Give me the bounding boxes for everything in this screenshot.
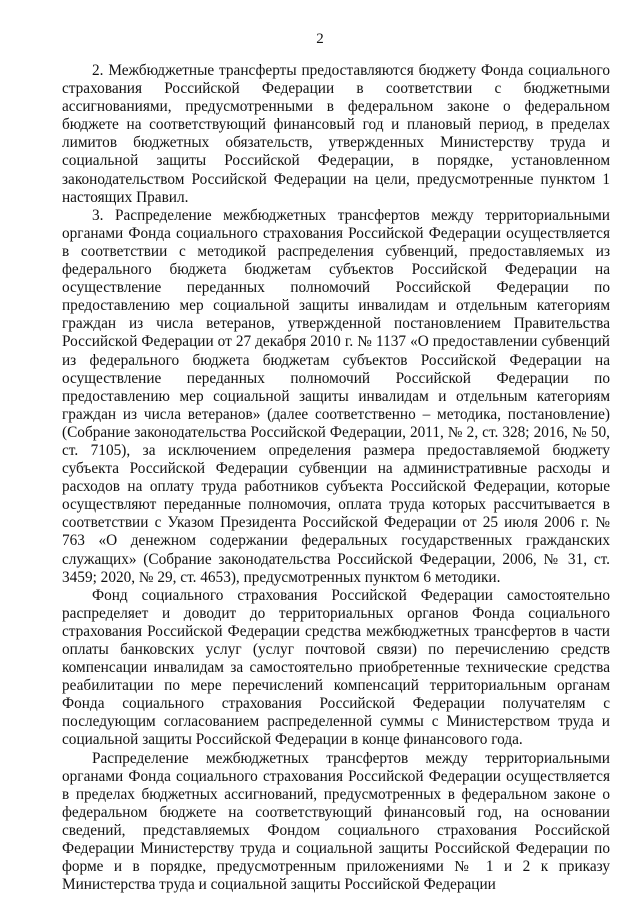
paragraph-2: 2. Межбюджетные трансферты предоставляются бюджету Фонда социального страхования Российской Федерации в соответствии с бюджетными ассигнованиями, предусмотренными в федеральном законе о федеральном бюджете на соответствующий финансовый год и плановый период, в пределах лимитов бюджетных обязательств, утвержденных Министерству труда и социальной защиты Российской Федерации, в порядке, установленном законодательством Российской Федерации на цели, предусмотренные пунктом 1 настоящих Правил. bbox=[62, 62, 610, 206]
paragraph-fss-distribution: Фонд социального страхования Российской Федерации самостоятельно распределяет и доводит до территориальных органов Фонда социального страхования Российской Федерации средства межбюджетных трансфертов в части оплаты банковских услуг (услуг почтовой связи) по перечислению средств компенсации инвалидам за самостоятельно приобретенные технические средства реабилитации по мере перечислений компенсаций территориальным органам Фонда социального страхования Российской Федерации получателям с последующим согласованием распределенной суммы с Министерством труда и социальной защиты Российской Федерации в конце финансового года. bbox=[62, 586, 610, 749]
document-body bbox=[62, 62, 610, 894]
page-number: 2 bbox=[316, 31, 324, 47]
paragraph-transfer-distribution: Распределение межбюджетных трансфертов между территориальными органами Фонда социального страхования Российской Федерации осуществляется в пределах бюджетных ассигнований, предусмотренных в федеральном законе о федеральном бюджете на соответствующий финансовый год, на основании сведений, представляемых Фондом социального страхования Российской Федерации Министерству труда и социальной защиты Российской Федерации по форме и в порядке, предусмотренным приложениями № 1 и 2 к приказу Министерства труда и социальной защиты Российской Федерации bbox=[62, 749, 610, 894]
paragraph-3: 3. Распределение межбюджетных трансфертов между территориальными органами Фонда социального страхования Российской Федерации осуществляется в соответствии с методикой распределения субвенций, предоставляемых из федерального бюджета бюджетам субъектов Российской Федерации на осуществление переданных полномочий Российской Федерации по предоставлению мер социальной защиты инвалидам и отдельным категориям граждан из числа ветеранов, утвержденной постановлением Правительства Российской Федерации от 27 декабря 2010 г. № 1137 «О предоставлении субвенций из федерального бюджета бюджетам субъектов Российской Федерации на осуществление переданных полномочий Российской Федерации по предоставлению мер социальной защиты инвалидам и отдельным категориям граждан из числа ветеранов» (далее соответственно – методика, постановление) (Собрание законодательства Российской Федерации, 2011, № 2, ст. 328; 2016, № 50, ст. 7105), за исключением определения размера предоставляемой бюджету субъекта Российской Федерации субвенции на административные расходы и расходов на оплату труда работников субъекта Российской Федерации, которые осуществляют переданные полномочия, оплата труда которых рассчитывается в соответствии с Указом Президента Российской Федерации от 25 июля 2006 г. № 763 «О денежном содержании федеральных государственных гражданских служащих» (Собрание законодательства Российской Федерации, 2006, № 31, ст. 3459; 2020, № 29, ст. 4653), предусмотренных пунктом 6 методики. bbox=[62, 206, 610, 586]
